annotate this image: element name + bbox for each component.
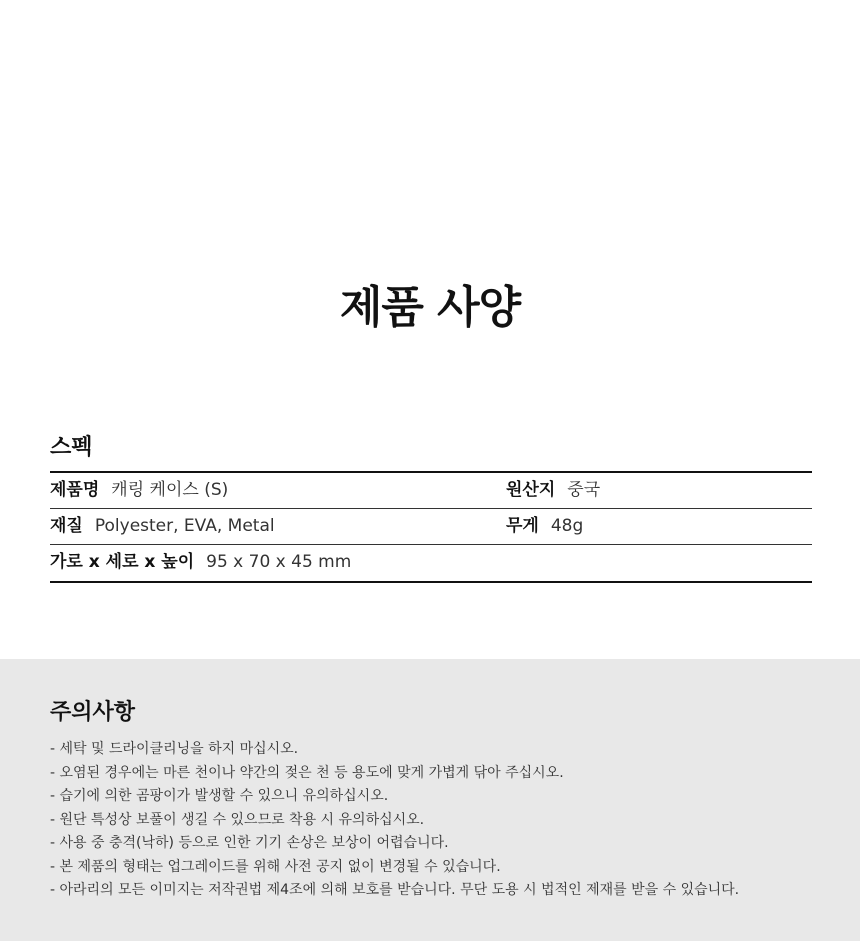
spec-value: 캐링 케이스 (S): [111, 480, 229, 500]
page-title: 제품 사양: [339, 282, 521, 333]
spec-heading: 스펙: [50, 435, 93, 460]
spec-value: Polyester, EVA, Metal: [94, 516, 275, 536]
notice-item: - 사용 중 충격(낙하) 등으로 인한 기기 손상은 보상이 어렵습니다.: [50, 835, 449, 851]
spec-value: 95 x 70 x 45 mm: [206, 552, 352, 572]
spec-label: 가로 x 세로 x 높이: [50, 552, 195, 572]
spec-row: [50, 509, 812, 545]
notice-item: - 습기에 의한 곰팡이가 발생할 수 있으니 유의하십시오.: [50, 788, 389, 804]
notice-section: [0, 659, 860, 941]
spec-cell-product-name: [50, 473, 228, 508]
notice-item: - 원단 특성상 보풀이 생길 수 있으므로 착용 시 유의하십시오.: [50, 811, 425, 828]
spec-label: 제품명: [50, 480, 100, 500]
spec-cell-weight: [506, 509, 583, 544]
spec-label: 재질: [50, 516, 83, 536]
spec-cell-material: [50, 509, 275, 544]
notice-list: [50, 738, 739, 903]
spec-value: 48g: [550, 516, 584, 536]
spec-table: [50, 471, 812, 583]
notice-item: - 본 제품의 형태는 업그레이드를 위해 사전 공지 없이 변경될 수 있습니다.: [50, 858, 501, 875]
notice-heading: 주의사항: [50, 700, 136, 725]
notice-item: - 아라리의 모든 이미지는 저작권법 제4조에 의해 보호를 받습니다. 무단 도용 시 법적인 제재를 받을 수 있습니다.: [50, 882, 740, 898]
spec-value: 중국: [567, 480, 601, 500]
spec-row: [50, 473, 812, 509]
spec-label: 원산지: [506, 480, 556, 500]
notice-item: - 오염된 경우에는 마른 천이나 약간의 젖은 천 등 용도에 맞게 가볍게 닦아 주십시오.: [50, 764, 564, 781]
spec-cell-dimensions: [50, 545, 351, 580]
notice-item: - 세탁 및 드라이클리닝을 하지 마십시오.: [50, 741, 299, 757]
spec-cell-origin: [506, 473, 600, 508]
spec-label: 무게: [506, 516, 539, 536]
spec-row: [50, 545, 812, 581]
